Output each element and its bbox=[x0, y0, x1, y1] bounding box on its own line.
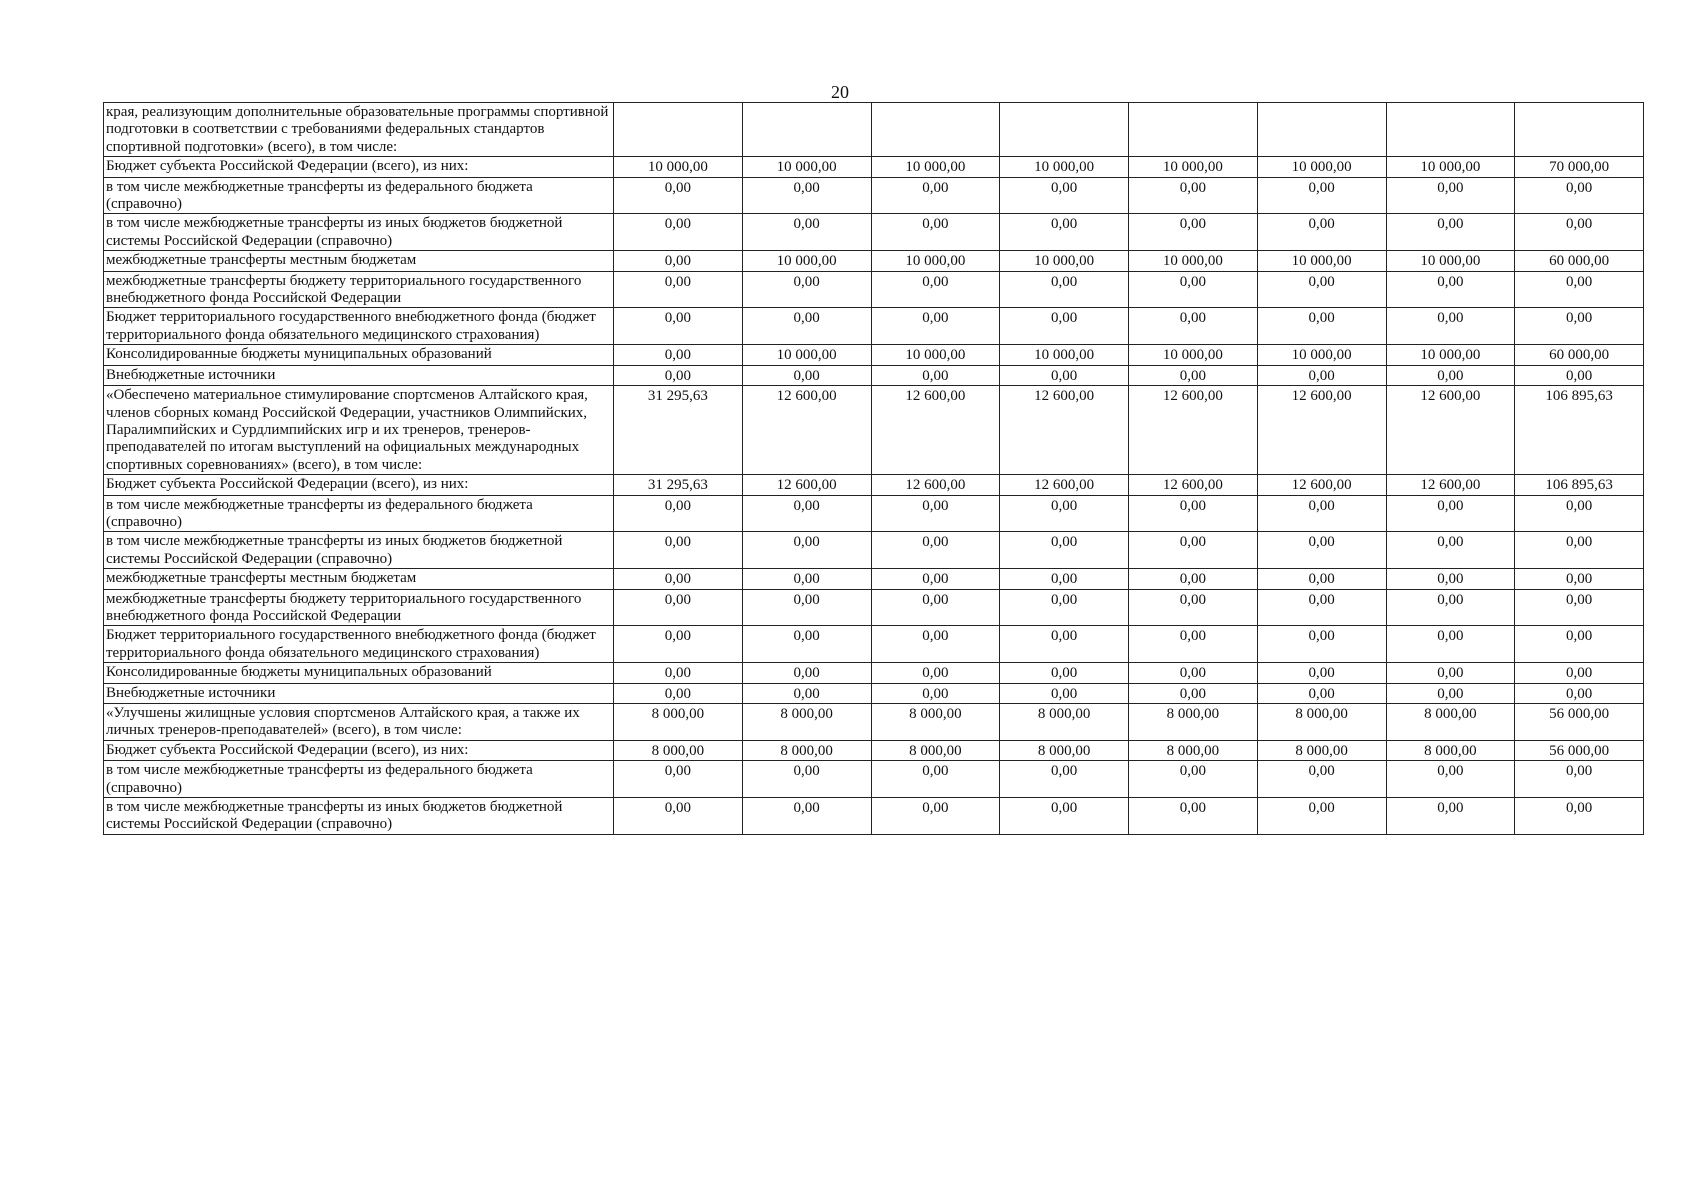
row-value: 0,00 bbox=[1386, 798, 1515, 835]
row-value: 0,00 bbox=[1257, 761, 1386, 798]
row-value: 0,00 bbox=[1515, 626, 1644, 663]
row-value: 0,00 bbox=[1257, 663, 1386, 683]
table-row bbox=[104, 475, 1644, 495]
row-value: 0,00 bbox=[614, 683, 743, 703]
row-value: 8 000,00 bbox=[871, 740, 1000, 760]
table-row bbox=[104, 569, 1644, 589]
row-value: 0,00 bbox=[1000, 214, 1129, 251]
row-value: 0,00 bbox=[742, 365, 871, 385]
row-value: 60 000,00 bbox=[1515, 345, 1644, 365]
row-value: 0,00 bbox=[1000, 663, 1129, 683]
row-value: 0,00 bbox=[742, 569, 871, 589]
row-value: 0,00 bbox=[742, 761, 871, 798]
table-row bbox=[104, 740, 1644, 760]
row-value: 8 000,00 bbox=[614, 740, 743, 760]
row-value: 0,00 bbox=[1515, 214, 1644, 251]
row-value: 106 895,63 bbox=[1515, 386, 1644, 475]
row-value: 10 000,00 bbox=[1129, 251, 1258, 271]
row-value: 0,00 bbox=[1386, 569, 1515, 589]
row-label: Бюджет субъекта Российской Федерации (всего), из них: bbox=[104, 475, 614, 495]
row-value: 0,00 bbox=[1129, 532, 1258, 569]
row-value: 0,00 bbox=[614, 365, 743, 385]
row-value: 0,00 bbox=[1000, 798, 1129, 835]
row-value: 12 600,00 bbox=[1000, 386, 1129, 475]
row-value: 12 600,00 bbox=[1129, 475, 1258, 495]
row-value: 0,00 bbox=[1257, 532, 1386, 569]
row-label: межбюджетные трансферты местным бюджетам bbox=[104, 251, 614, 271]
table-row bbox=[104, 626, 1644, 663]
row-value: 0,00 bbox=[871, 569, 1000, 589]
row-value: 0,00 bbox=[1000, 761, 1129, 798]
row-value: 0,00 bbox=[1386, 214, 1515, 251]
row-value: 0,00 bbox=[1257, 589, 1386, 626]
row-value: 0,00 bbox=[871, 271, 1000, 308]
row-label: межбюджетные трансферты бюджету территориального государственного внебюджетного фонда Российской Федерации bbox=[104, 589, 614, 626]
row-value: 0,00 bbox=[1386, 663, 1515, 683]
row-value: 0,00 bbox=[1129, 365, 1258, 385]
row-value: 0,00 bbox=[1257, 495, 1386, 532]
table-row bbox=[104, 761, 1644, 798]
row-value: 10 000,00 bbox=[1000, 157, 1129, 177]
row-value: 12 600,00 bbox=[1386, 475, 1515, 495]
row-value: 0,00 bbox=[614, 308, 743, 345]
row-value: 0,00 bbox=[1515, 589, 1644, 626]
row-value: 8 000,00 bbox=[1000, 704, 1129, 741]
row-value: 0,00 bbox=[1515, 798, 1644, 835]
row-value: 0,00 bbox=[1000, 589, 1129, 626]
row-value: 0,00 bbox=[1129, 761, 1258, 798]
row-value: 8 000,00 bbox=[614, 704, 743, 741]
row-value: 12 600,00 bbox=[1129, 386, 1258, 475]
row-value: 12 600,00 bbox=[1000, 475, 1129, 495]
row-value: 0,00 bbox=[1129, 589, 1258, 626]
row-value: 0,00 bbox=[1257, 683, 1386, 703]
table-row bbox=[104, 308, 1644, 345]
row-value: 0,00 bbox=[614, 626, 743, 663]
row-value: 0,00 bbox=[1129, 683, 1258, 703]
row-value: 0,00 bbox=[1129, 495, 1258, 532]
row-value: 0,00 bbox=[614, 214, 743, 251]
row-value: 10 000,00 bbox=[1257, 157, 1386, 177]
row-value bbox=[1386, 103, 1515, 157]
row-value: 0,00 bbox=[871, 532, 1000, 569]
row-value: 0,00 bbox=[1000, 308, 1129, 345]
row-value: 8 000,00 bbox=[1257, 740, 1386, 760]
row-value: 0,00 bbox=[1257, 626, 1386, 663]
row-label: Консолидированные бюджеты муниципальных образований bbox=[104, 663, 614, 683]
row-value: 0,00 bbox=[1386, 271, 1515, 308]
row-label: «Обеспечено материальное стимулирование спортсменов Алтайского края, членов сборных команд Российской Федерации, участников Олимпийских, Паралимпийских и Сурдлимпийских игр и их тренеров, тренеров-преподавателей по итогам выступлений на официальных международных спортивных соревнованиях» (всего), в том числе: bbox=[104, 386, 614, 475]
row-value: 0,00 bbox=[1129, 271, 1258, 308]
row-value: 0,00 bbox=[614, 495, 743, 532]
row-value: 0,00 bbox=[871, 495, 1000, 532]
row-value: 0,00 bbox=[1257, 365, 1386, 385]
row-value: 10 000,00 bbox=[742, 251, 871, 271]
row-value: 0,00 bbox=[871, 626, 1000, 663]
table-row bbox=[104, 214, 1644, 251]
row-value: 0,00 bbox=[742, 626, 871, 663]
row-value: 10 000,00 bbox=[1129, 157, 1258, 177]
row-value: 0,00 bbox=[1515, 308, 1644, 345]
row-value: 0,00 bbox=[1000, 271, 1129, 308]
row-value: 0,00 bbox=[614, 798, 743, 835]
row-value: 0,00 bbox=[1000, 177, 1129, 214]
row-value: 0,00 bbox=[742, 308, 871, 345]
row-value: 10 000,00 bbox=[1000, 345, 1129, 365]
row-value: 0,00 bbox=[742, 798, 871, 835]
row-value: 12 600,00 bbox=[1257, 475, 1386, 495]
row-label: края, реализующим дополнительные образовательные программы спортивной подготовки в соответствии с требованиями федеральных стандартов спортивной подготовки» (всего), в том числе: bbox=[104, 103, 614, 157]
row-value: 12 600,00 bbox=[871, 386, 1000, 475]
row-value: 0,00 bbox=[1515, 683, 1644, 703]
row-value: 10 000,00 bbox=[871, 157, 1000, 177]
row-value: 0,00 bbox=[614, 177, 743, 214]
row-value: 0,00 bbox=[742, 532, 871, 569]
row-label: Бюджет территориального государственного внебюджетного фонда (бюджет территориального фонда обязательного медицинского страхования) bbox=[104, 626, 614, 663]
table-row bbox=[104, 345, 1644, 365]
row-label: в том числе межбюджетные трансферты из федерального бюджета (справочно) bbox=[104, 761, 614, 798]
row-value bbox=[871, 103, 1000, 157]
row-value: 0,00 bbox=[742, 663, 871, 683]
row-value: 56 000,00 bbox=[1515, 704, 1644, 741]
row-value: 0,00 bbox=[871, 308, 1000, 345]
row-value: 70 000,00 bbox=[1515, 157, 1644, 177]
row-value: 8 000,00 bbox=[871, 704, 1000, 741]
row-value: 10 000,00 bbox=[1000, 251, 1129, 271]
row-value: 0,00 bbox=[1000, 626, 1129, 663]
row-value: 8 000,00 bbox=[742, 740, 871, 760]
table-row bbox=[104, 683, 1644, 703]
row-value bbox=[742, 103, 871, 157]
row-value: 0,00 bbox=[871, 663, 1000, 683]
row-label: в том числе межбюджетные трансферты из иных бюджетов бюджетной системы Российской Федерации (справочно) bbox=[104, 798, 614, 835]
table-row bbox=[104, 157, 1644, 177]
row-label: в том числе межбюджетные трансферты из иных бюджетов бюджетной системы Российской Федерации (справочно) bbox=[104, 532, 614, 569]
table-body bbox=[104, 103, 1644, 835]
table-row bbox=[104, 251, 1644, 271]
row-value: 0,00 bbox=[1386, 532, 1515, 569]
row-value: 0,00 bbox=[1000, 532, 1129, 569]
row-value: 0,00 bbox=[1000, 365, 1129, 385]
row-value: 12 600,00 bbox=[1386, 386, 1515, 475]
row-value: 0,00 bbox=[1386, 308, 1515, 345]
table-row bbox=[104, 532, 1644, 569]
row-value: 10 000,00 bbox=[614, 157, 743, 177]
row-value: 0,00 bbox=[1386, 589, 1515, 626]
row-value: 0,00 bbox=[1515, 271, 1644, 308]
row-value: 0,00 bbox=[1257, 308, 1386, 345]
row-value bbox=[1257, 103, 1386, 157]
row-value: 10 000,00 bbox=[1129, 345, 1258, 365]
row-value: 0,00 bbox=[1257, 569, 1386, 589]
row-value: 0,00 bbox=[614, 663, 743, 683]
row-value: 106 895,63 bbox=[1515, 475, 1644, 495]
row-value: 0,00 bbox=[871, 177, 1000, 214]
row-value: 8 000,00 bbox=[1000, 740, 1129, 760]
row-value: 0,00 bbox=[871, 589, 1000, 626]
row-value: 0,00 bbox=[614, 761, 743, 798]
row-value: 0,00 bbox=[1515, 532, 1644, 569]
table-row bbox=[104, 271, 1644, 308]
row-value: 0,00 bbox=[742, 271, 871, 308]
budget-table bbox=[103, 102, 1644, 835]
row-value: 0,00 bbox=[1515, 569, 1644, 589]
row-value: 0,00 bbox=[1257, 271, 1386, 308]
row-label: межбюджетные трансферты бюджету территориального государственного внебюджетного фонда Российской Федерации bbox=[104, 271, 614, 308]
row-label: в том числе межбюджетные трансферты из иных бюджетов бюджетной системы Российской Федерации (справочно) bbox=[104, 214, 614, 251]
row-value: 0,00 bbox=[614, 271, 743, 308]
row-value: 8 000,00 bbox=[1129, 740, 1258, 760]
row-value: 10 000,00 bbox=[1257, 345, 1386, 365]
row-value: 0,00 bbox=[1257, 214, 1386, 251]
row-value bbox=[1515, 103, 1644, 157]
row-value: 12 600,00 bbox=[871, 475, 1000, 495]
row-value: 10 000,00 bbox=[1386, 345, 1515, 365]
row-value: 10 000,00 bbox=[1386, 157, 1515, 177]
row-label: межбюджетные трансферты местным бюджетам bbox=[104, 569, 614, 589]
page-number: 20 bbox=[831, 82, 849, 102]
row-value: 0,00 bbox=[1515, 495, 1644, 532]
row-value: 0,00 bbox=[871, 365, 1000, 385]
row-value: 12 600,00 bbox=[742, 386, 871, 475]
row-value: 0,00 bbox=[1386, 626, 1515, 663]
row-value: 8 000,00 bbox=[1386, 740, 1515, 760]
row-label: Бюджет территориального государственного внебюджетного фонда (бюджет территориального фонда обязательного медицинского страхования) bbox=[104, 308, 614, 345]
table-row bbox=[104, 495, 1644, 532]
table-row bbox=[104, 365, 1644, 385]
row-value: 8 000,00 bbox=[1386, 704, 1515, 741]
row-value: 0,00 bbox=[742, 177, 871, 214]
row-label: «Улучшены жилищные условия спортсменов Алтайского края, а также их личных тренеров-преподавателей» (всего), в том числе: bbox=[104, 704, 614, 741]
row-value: 56 000,00 bbox=[1515, 740, 1644, 760]
row-value: 12 600,00 bbox=[742, 475, 871, 495]
row-value: 12 600,00 bbox=[1257, 386, 1386, 475]
row-value: 0,00 bbox=[1386, 683, 1515, 703]
row-value: 0,00 bbox=[614, 532, 743, 569]
row-value: 0,00 bbox=[1386, 177, 1515, 214]
row-value: 0,00 bbox=[742, 214, 871, 251]
table-row bbox=[104, 798, 1644, 835]
row-value: 0,00 bbox=[1129, 663, 1258, 683]
row-value: 0,00 bbox=[742, 495, 871, 532]
row-value: 0,00 bbox=[1129, 626, 1258, 663]
row-value: 0,00 bbox=[1386, 761, 1515, 798]
row-value: 10 000,00 bbox=[1386, 251, 1515, 271]
row-value: 0,00 bbox=[1515, 761, 1644, 798]
row-value: 0,00 bbox=[1129, 177, 1258, 214]
row-value: 0,00 bbox=[1000, 569, 1129, 589]
row-value: 60 000,00 bbox=[1515, 251, 1644, 271]
row-label: Внебюджетные источники bbox=[104, 683, 614, 703]
row-value: 8 000,00 bbox=[1129, 704, 1258, 741]
row-label: в том числе межбюджетные трансферты из федерального бюджета (справочно) bbox=[104, 495, 614, 532]
row-value: 0,00 bbox=[742, 589, 871, 626]
row-value: 0,00 bbox=[871, 761, 1000, 798]
row-label: в том числе межбюджетные трансферты из федерального бюджета (справочно) bbox=[104, 177, 614, 214]
row-value: 0,00 bbox=[1000, 683, 1129, 703]
row-value: 10 000,00 bbox=[742, 345, 871, 365]
row-value: 0,00 bbox=[742, 683, 871, 703]
row-value: 0,00 bbox=[614, 589, 743, 626]
row-value bbox=[1000, 103, 1129, 157]
table-row bbox=[104, 103, 1644, 157]
row-label: Консолидированные бюджеты муниципальных образований bbox=[104, 345, 614, 365]
row-value: 0,00 bbox=[871, 798, 1000, 835]
row-value: 0,00 bbox=[1386, 365, 1515, 385]
row-value: 31 295,63 bbox=[614, 475, 743, 495]
table-row bbox=[104, 177, 1644, 214]
row-value: 0,00 bbox=[1257, 798, 1386, 835]
row-value: 0,00 bbox=[1129, 214, 1258, 251]
row-value: 0,00 bbox=[1129, 798, 1258, 835]
row-value: 0,00 bbox=[1515, 177, 1644, 214]
row-value: 0,00 bbox=[614, 251, 743, 271]
row-value: 10 000,00 bbox=[871, 345, 1000, 365]
row-value: 0,00 bbox=[1129, 308, 1258, 345]
row-value: 0,00 bbox=[1129, 569, 1258, 589]
table-row bbox=[104, 704, 1644, 741]
row-value: 0,00 bbox=[871, 683, 1000, 703]
row-value: 0,00 bbox=[871, 214, 1000, 251]
row-value: 8 000,00 bbox=[1257, 704, 1386, 741]
row-value: 0,00 bbox=[614, 345, 743, 365]
table-row bbox=[104, 589, 1644, 626]
row-label: Бюджет субъекта Российской Федерации (всего), из них: bbox=[104, 740, 614, 760]
table-row bbox=[104, 663, 1644, 683]
row-value: 0,00 bbox=[1515, 365, 1644, 385]
row-value: 10 000,00 bbox=[742, 157, 871, 177]
row-value: 10 000,00 bbox=[871, 251, 1000, 271]
row-value bbox=[1129, 103, 1258, 157]
row-label: Бюджет субъекта Российской Федерации (всего), из них: bbox=[104, 157, 614, 177]
row-value: 0,00 bbox=[614, 569, 743, 589]
row-value: 8 000,00 bbox=[742, 704, 871, 741]
row-value: 10 000,00 bbox=[1257, 251, 1386, 271]
row-value: 0,00 bbox=[1515, 663, 1644, 683]
row-value bbox=[614, 103, 743, 157]
row-value: 0,00 bbox=[1257, 177, 1386, 214]
row-value: 0,00 bbox=[1386, 495, 1515, 532]
row-label: Внебюджетные источники bbox=[104, 365, 614, 385]
table-row bbox=[104, 386, 1644, 475]
row-value: 31 295,63 bbox=[614, 386, 743, 475]
row-value: 0,00 bbox=[1000, 495, 1129, 532]
